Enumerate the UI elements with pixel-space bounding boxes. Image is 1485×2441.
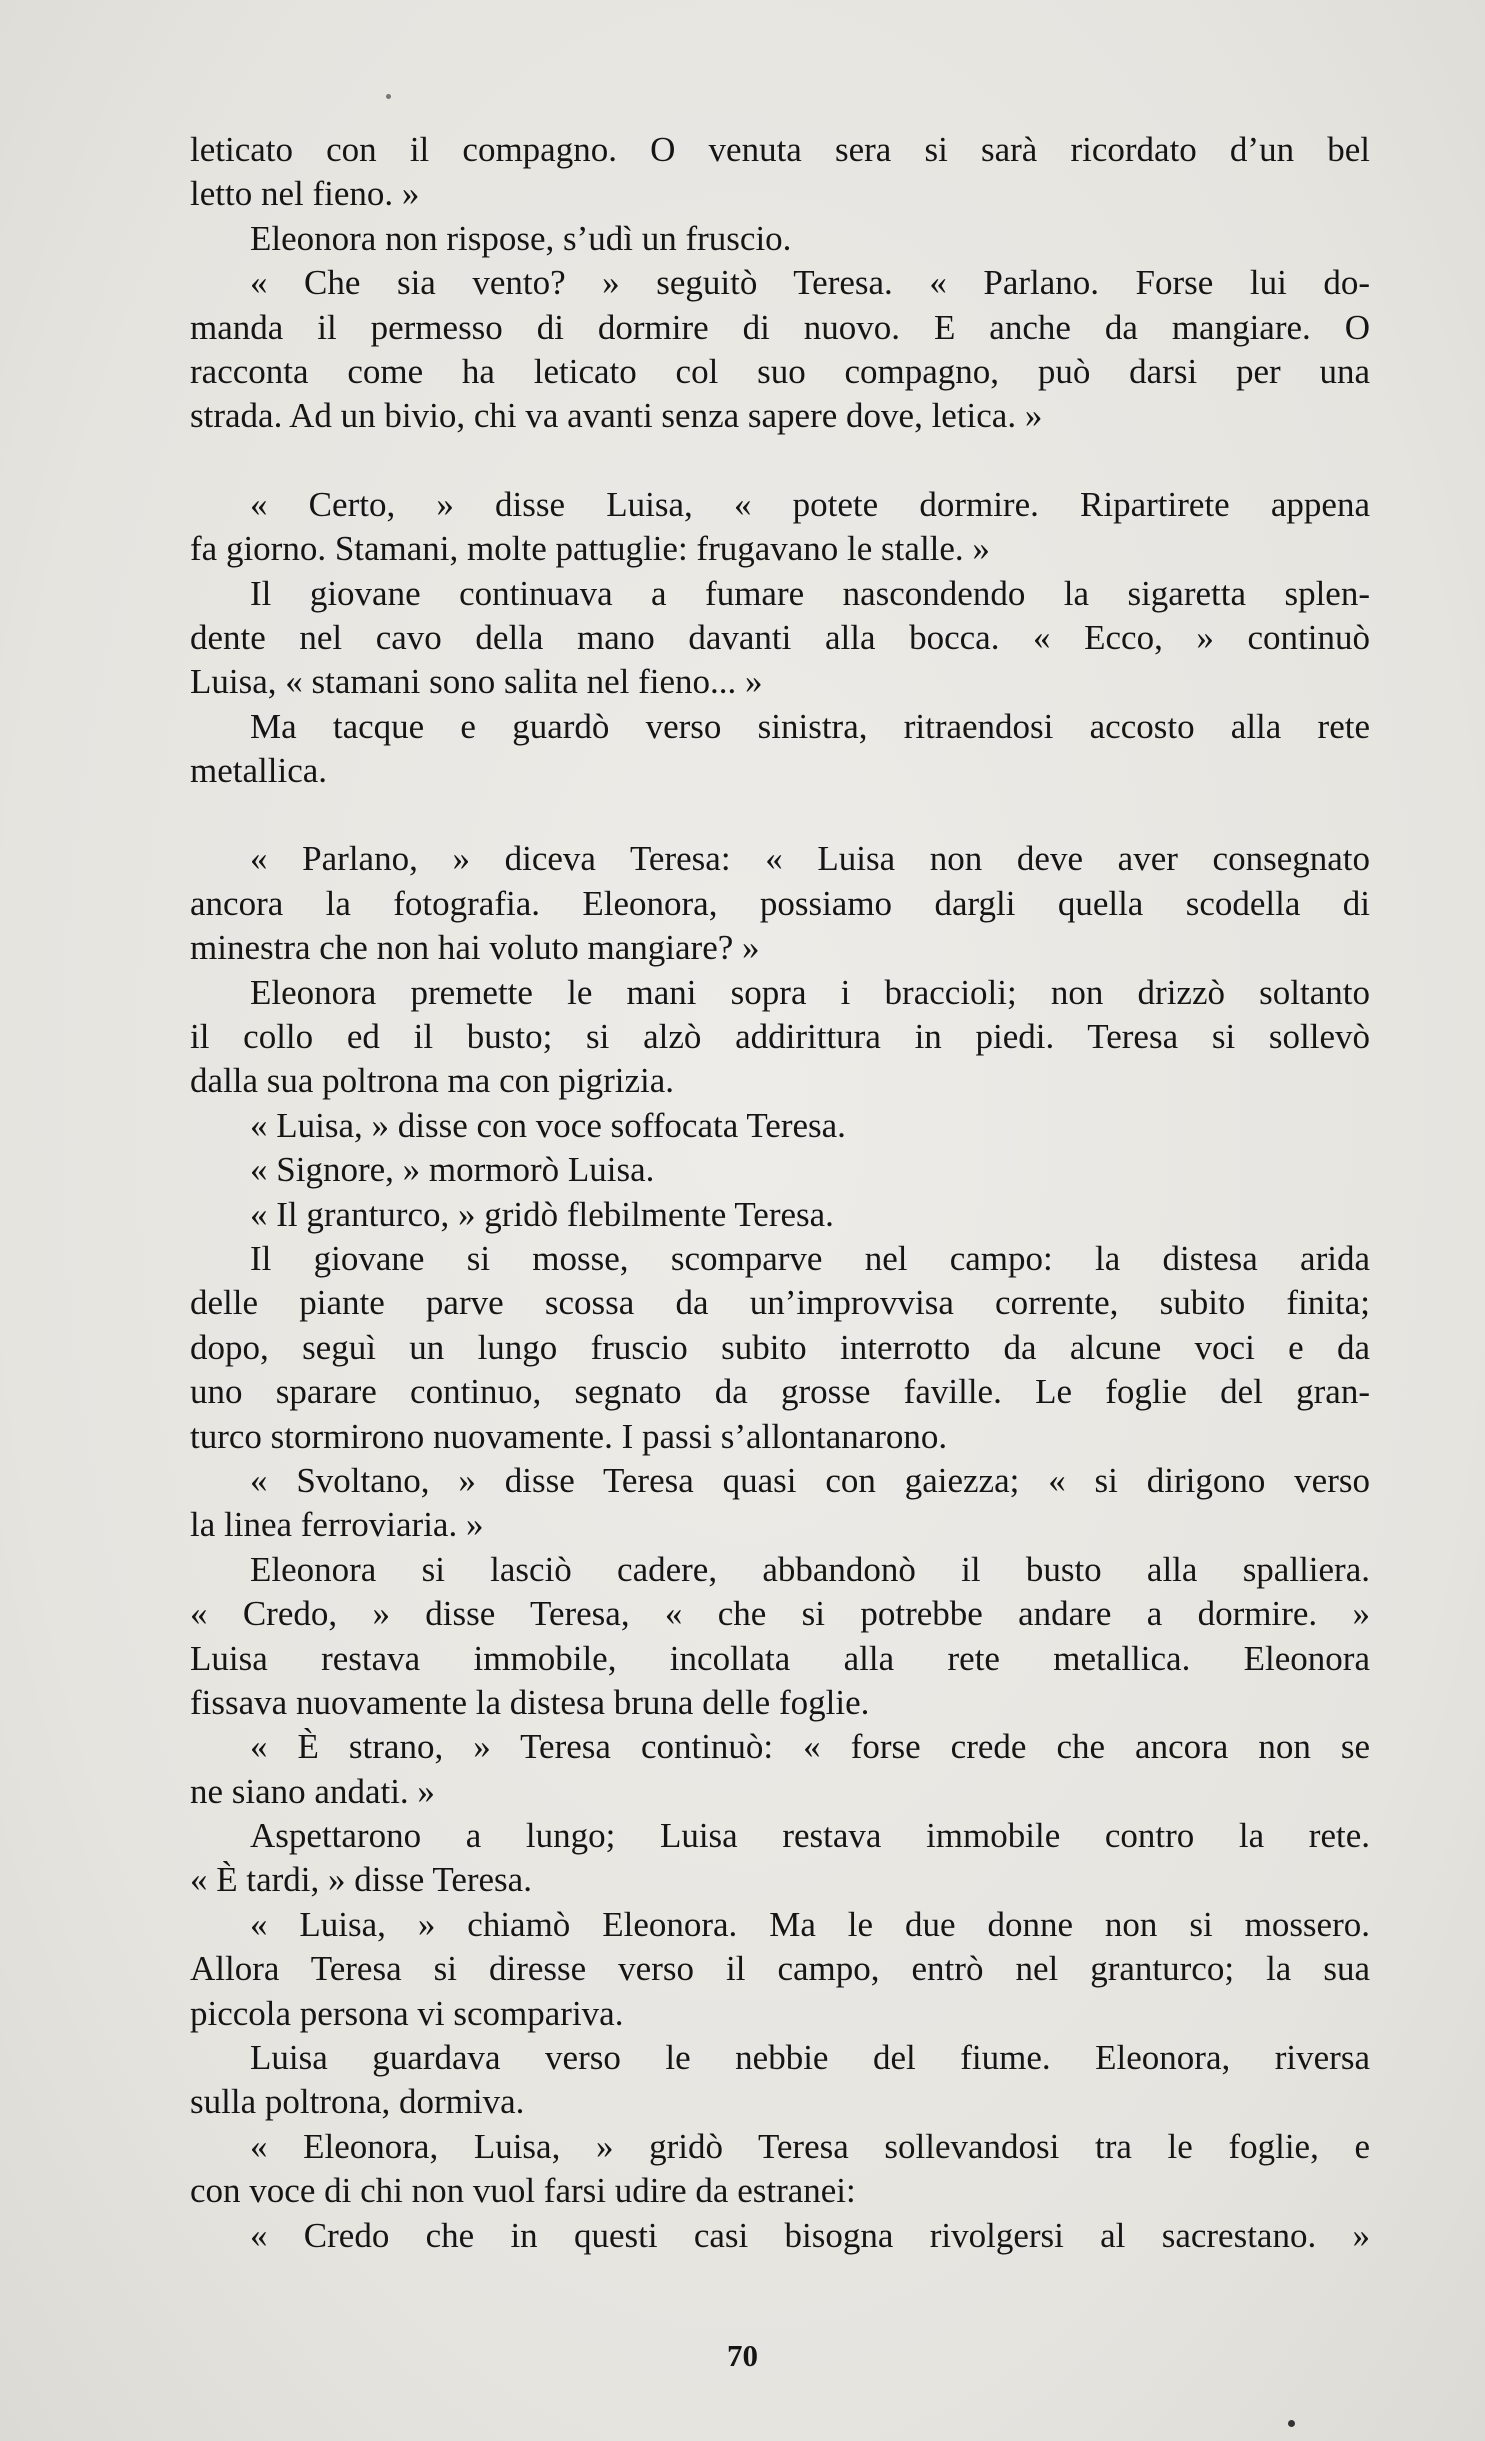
- text-line: leticato con il compagno. O venuta sera si sarà ricordato d’un bel: [190, 130, 1370, 169]
- text-line: strada. Ad un bivio, chi va avanti senza sapere dove, letica. »: [190, 396, 1043, 436]
- text-line: sulla poltrona, dormiva.: [190, 2082, 525, 2122]
- text-line: « Il granturco, » gridò flebilmente Teresa.: [250, 1194, 834, 1234]
- text-line: Luisa, « stamani sono salita nel fieno... »: [190, 662, 763, 702]
- text-line: il collo ed il busto; si alzò addirittura in piedi. Teresa si sollevò: [190, 1017, 1370, 1057]
- text-line: manda il permesso di dormire di nuovo. E anche da mangiare. O: [190, 307, 1370, 347]
- text-line: « Credo, » disse Teresa, « che si potrebbe andare a dormire. »: [190, 1594, 1370, 1634]
- text-line: « Parlano, » diceva Teresa: « Luisa non deve aver consegnato: [250, 839, 1370, 879]
- paragraph-gap: [190, 793, 1370, 837]
- text-line: ne siano andati. »: [190, 1771, 435, 1811]
- text-line: « Signore, » mormorò Luisa.: [250, 1150, 655, 1190]
- text-line: ancora la fotografia. Eleonora, possiamo dargli quella scodella di: [190, 883, 1370, 923]
- body-text: [190, 128, 1370, 2258]
- text-line: dalla sua poltrona ma con pigrizia.: [190, 1061, 675, 1101]
- print-speck: [386, 94, 391, 99]
- text-line: « Che sia vento? » seguitò Teresa. « Parlano. Forse lui do-: [250, 263, 1370, 303]
- text-line: « Certo, » disse Luisa, « potete dormire. Ripartirete appena: [250, 484, 1370, 524]
- text-line: letto nel fieno. »: [190, 174, 420, 214]
- text-line: « Luisa, » disse con voce soffocata Teresa.: [250, 1105, 846, 1145]
- text-line: « È strano, » Teresa continuò: « forse crede che ancora non se: [250, 1727, 1370, 1767]
- text-line: delle piante parve scossa da un’improvvisa corrente, subito finita;: [190, 1283, 1370, 1323]
- text-line: dopo, seguì un lungo fruscio subito interrotto da alcune voci e da: [190, 1327, 1370, 1367]
- text-line: dente nel cavo della mano davanti alla bocca. « Ecco, » continuò: [190, 617, 1370, 657]
- text-line: minestra che non hai voluto mangiare? »: [190, 928, 760, 968]
- text-line: uno sparare continuo, segnato da grosse faville. Le foglie del gran-: [190, 1372, 1370, 1412]
- text-line: Il giovane si mosse, scomparve nel campo: la distesa arida: [250, 1238, 1370, 1278]
- text-line: « Credo che in questi casi bisogna rivolgersi al sacrestano. »: [250, 2215, 1370, 2255]
- text-line: « È tardi, » disse Teresa.: [190, 1860, 532, 1900]
- text-line: Luisa guardava verso le nebbie del fiume. Eleonora, riversa: [250, 2038, 1370, 2078]
- text-line: Ma tacque e guardò verso sinistra, ritraendosi accosto alla rete: [250, 706, 1370, 746]
- text-line: Luisa restava immobile, incollata alla rete metallica. Eleonora: [190, 1638, 1370, 1678]
- text-line: fissava nuovamente la distesa bruna delle foglie.: [190, 1682, 870, 1722]
- text-line: la linea ferroviaria. »: [190, 1505, 484, 1545]
- text-line: turco stormirono nuovamente. I passi s’allontanarono.: [190, 1416, 948, 1456]
- text-line: piccola persona vi scompariva.: [190, 1993, 624, 2033]
- text-line: Il giovane continuava a fumare nascondendo la sigaretta splen-: [250, 573, 1370, 613]
- text-line: Eleonora si lasciò cadere, abbandonò il busto alla spalliera.: [250, 1549, 1370, 1589]
- page-number: 70: [727, 2338, 758, 2373]
- text-line: racconta come ha leticato col suo compagno, può darsi per una: [190, 351, 1370, 391]
- print-speck: [1288, 2420, 1295, 2427]
- text-line: « Eleonora, Luisa, » gridò Teresa sollevandosi tra le foglie, e: [250, 2126, 1370, 2166]
- text-line: « Luisa, » chiamò Eleonora. Ma le due donne non si mossero.: [250, 1904, 1370, 1944]
- text-line: Eleonora non rispose, s’udì un fruscio.: [250, 218, 792, 258]
- text-line: con voce di chi non vuol farsi udire da estranei:: [190, 2171, 856, 2211]
- text-line: metallica.: [190, 751, 328, 791]
- text-line: fa giorno. Stamani, molte pattuglie: frugavano le stalle. »: [190, 529, 990, 569]
- text-line: « Svoltano, » disse Teresa quasi con gaiezza; « si dirigono verso: [250, 1460, 1370, 1500]
- text-line: Allora Teresa si diresse verso il campo, entrò nel granturco; la sua: [190, 1949, 1370, 1989]
- paragraph-gap: [190, 439, 1370, 483]
- text-line: Eleonora premette le mani sopra i braccioli; non drizzò soltanto: [250, 972, 1370, 1012]
- text-line: Aspettarono a lungo; Luisa restava immobile contro la rete.: [250, 1816, 1370, 1856]
